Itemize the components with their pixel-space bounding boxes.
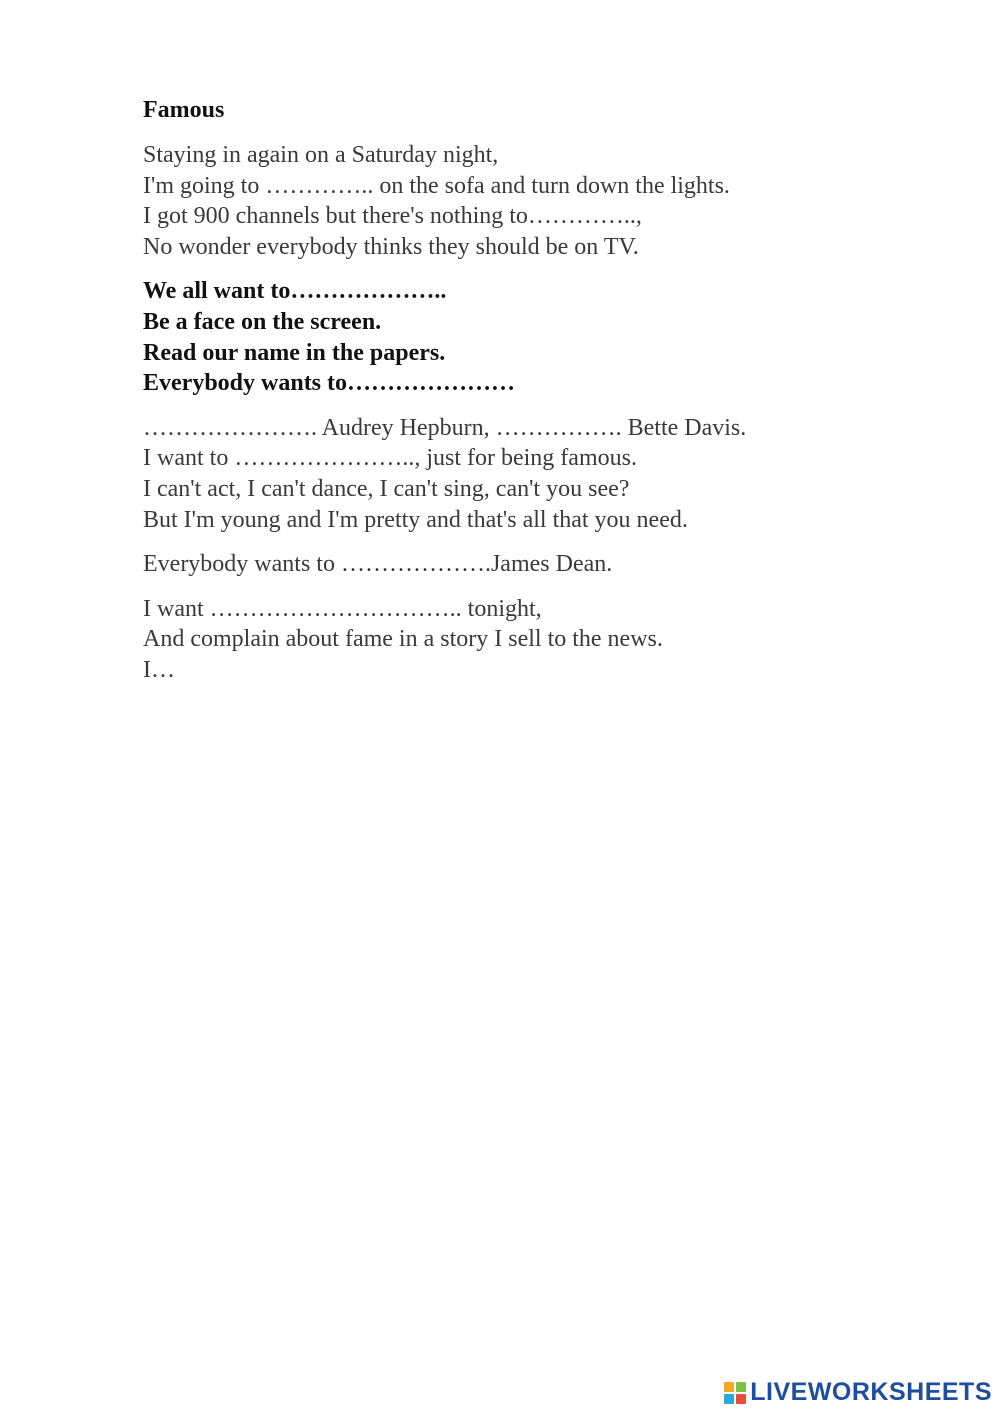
lyric-line: Everybody wants to ……………….James Dean. <box>143 551 613 578</box>
lyric-line: Everybody wants to………………… <box>143 370 516 397</box>
lyric-line: Read our name in the papers. <box>143 339 446 366</box>
logo-tile <box>724 1382 734 1392</box>
stanza-verse-1 <box>143 140 963 262</box>
lyric-line: We all want to……………….. <box>143 278 447 305</box>
song-title: Famous <box>143 97 225 123</box>
stanza-verse-3 <box>143 549 963 580</box>
lyric-line: I got 900 channels but there's nothing to………….., <box>143 203 642 230</box>
lyric-line: …………………. Audrey Hepburn, ……………. Bette Davis. <box>143 414 747 441</box>
lyric-line: Staying in again on a Saturday night, <box>143 142 499 168</box>
stanza-verse-2 <box>143 413 963 535</box>
lyric-line: I'm going to ………….. on the sofa and turn down the lights. <box>143 172 730 199</box>
lyric-line: Be a face on the screen. <box>143 308 382 335</box>
lyric-line: I can't act, I can't dance, I can't sing, can't you see? <box>143 475 630 502</box>
lyric-line: No wonder everybody thinks they should be on TV. <box>143 233 639 260</box>
liveworksheets-logo <box>724 1378 992 1407</box>
liveworksheets-logo-icon <box>724 1382 746 1404</box>
lyric-line: But I'm young and I'm pretty and that's all that you need. <box>143 506 688 533</box>
logo-tile <box>736 1382 746 1392</box>
lyric-line: I want ………………………….. tonight, <box>143 595 542 622</box>
stanza-verse-4 <box>143 594 963 686</box>
stanza-chorus <box>143 276 963 398</box>
logo-tile <box>724 1394 734 1404</box>
worksheet <box>143 95 963 700</box>
logo-tile <box>736 1394 746 1404</box>
lyric-line: And complain about fame in a story I sell to the news. <box>143 626 663 653</box>
lyric-line: I want to ………………….., just for being famous. <box>143 445 637 472</box>
lyric-line: I… <box>143 656 175 683</box>
logo-text: LIVEWORKSHEETS <box>750 1378 992 1406</box>
